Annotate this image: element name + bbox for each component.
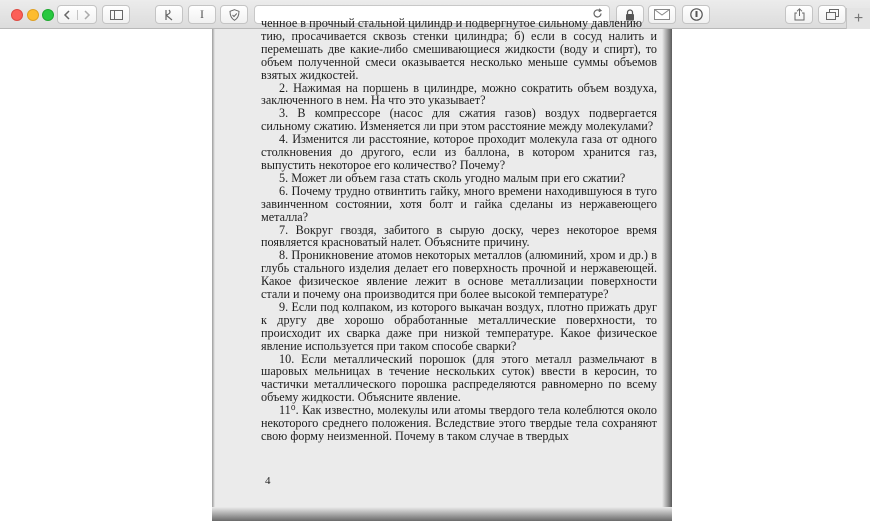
document-viewer[interactable] [0,16,870,521]
plus-icon: + [853,9,864,27]
shield-icon [229,9,240,21]
question-11: 11⁰. Как известно, молекулы или атомы твердого тела колеблются около некоторого среднего положения. Вследствие этого твердые тела сохраняют свою форму неизменной. Почему в таком случае в твердых [261,403,657,443]
question-2: 2. Нажимая на поршень в цилиндре, можно сократить объем воздуха, заключенного в нем. На что это указывает? [261,80,657,108]
new-tab-button[interactable] [846,8,870,29]
question-3: 3. В компрессоре (насос для сжатия газов) воздух подвергается сильному сжатию. Изменяется ли при этом расстояние между молекулами? [261,106,657,134]
tabs-icon [826,9,839,20]
question-9: 9. Если под колпаком, из которого выкачан воздух, плотно прижать друг к другу две хорошо обработанные металлические поверхности, то происходит их сварка даже при низкой температуре. Какое физическое явление используется при таком способе сварки? [261,299,657,353]
scanned-page [212,16,672,521]
share-button[interactable] [785,5,813,24]
page-number: 4 [265,475,271,487]
sidebar-icon [110,10,123,20]
reader-icon: I [200,7,204,21]
extension-button[interactable] [155,5,183,24]
sidebar-button[interactable] [102,5,130,24]
close-window-button[interactable] [11,9,23,21]
reader-button[interactable] [188,5,216,24]
reader-extension-icon [163,9,175,21]
question-5: 5. Может ли объем газа стать сколь угодно малым при его сжатии? [279,170,626,185]
question-8: 8. Проникновение атомов некоторых металлов (алюминий, хром и др.) в глубь стального изделия делает его поверхность прочной и нержавеющей. Какое физическое явление лежит в основе металлизации поверхности стали и почему она производится при более высокой температуре? [261,248,657,302]
back-icon[interactable] [58,10,78,20]
zoom-window-button[interactable] [42,9,54,21]
minimize-window-button[interactable] [27,9,39,21]
download-button[interactable] [682,5,710,24]
download-icon [690,8,703,21]
tabs-overview-button[interactable] [818,5,846,24]
page-shadow-right [662,29,672,521]
page-text [261,17,657,443]
question-7: 7. Вокруг гвоздя, забитого в сырую доску, через некоторое время появляется красноватый налет. Объясните причину. [261,222,657,250]
question-4: 4. Изменится ли расстояние, которое проходит молекула газа от одного столкновения до другого, если из баллона, в котором хранится газ, выпустить некоторое его количество? Почему? [261,132,657,172]
share-icon [794,8,805,21]
cut-off-line: ченное в прочный стальной цилиндр и подвергнутое сильному давлению [261,16,642,30]
page-shadow-bottom [212,507,672,521]
paragraph: тию, просачивается сквозь стенки цилиндра; б) если в сосуд налить и перемешать две какие-либо смешивающиеся жидкости (воду и спирт), то объем полученной смеси оказывается несколько меньше суммы объемов взятых жидкостей. [261,28,657,82]
navigation-buttons [57,5,97,24]
question-10: 10. Если металлический порошок (для этого металл размельчают в шаровых мельницах в течение нескольких суток) ввести в керосин, то частички металлического порошка распределяются равномерно по всему объему жидкости. Объясните явление. [261,351,657,405]
privacy-button[interactable] [220,5,248,24]
page-shadow-left [212,29,215,521]
forward-icon[interactable] [78,10,97,20]
question-6: 6. Почему трудно отвинтить гайку, много времени находившуюся в туго завинченном состоянии, хотя болт и гайка сделаны из нержавеющего металла? [261,183,657,224]
